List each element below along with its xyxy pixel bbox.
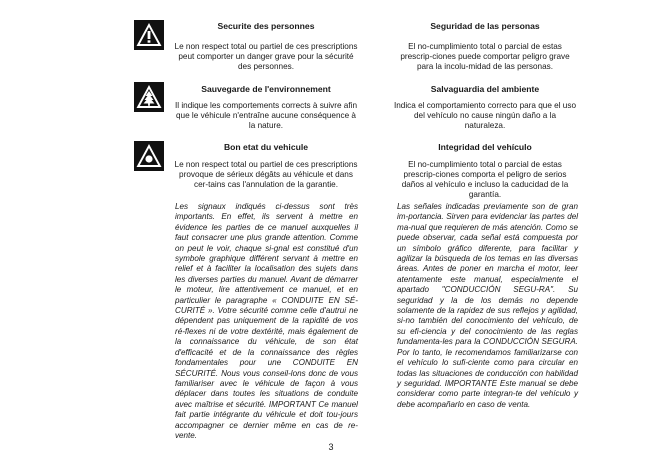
body-paragraph-fr: Les signaux indiqués ci-dessus sont très importants. En effet, ils servent à mettre en évidence les parties de ce manuel auxquelles il faut consacrer une plus grande attention. Comme on peut le voir, chaque si-gnal est constitué d'un symbole graphique différent servant à mettre en relief et à faciliter la localisation des sujets dans les diverses parties du manuel. Avant de démarrer le moteur, lire attentivement ce manuel, et en particulier le paragraphe « CONDUITE EN SÉ-CURITÉ ». Votre sécurité comme celle d'autrui ne dépendent pas uniquement de la rapidité de vos ré-flexes ni de votre dextérité, mais également de la connaissance du véhicule, de son état d'efficacité et de la connaissance des règles fondamentales pour une CONDUITE EN SÉCURITÉ. Nous vous conseil-lons donc de vous familiariser avec le véhicule de façon à vous déplacer dans toutes les situations de conduite avec maîtrise et sécurité. IMPORTANT Ce manuel fait partie intégrante du véhicule et doit tou-jours accompagner ce dernier même en cas de re-vente. — [175, 202, 358, 440]
section-text-fr: Il indique les comportements corrects à suivre afin que le véhicule n'entraîne aucune conséquence à la nature. — [174, 101, 358, 130]
section-text-fr: Le non respect total ou partiel de ces prescriptions provoque de sérieux dégâts au véhicule et dans cer-tains cas l'annulation de la garantie. — [174, 160, 358, 189]
section-title-fr: Bon etat du vehicule — [223, 142, 309, 152]
section-title-es: Integridad del vehículo — [438, 142, 532, 152]
section-title-es: Seguridad de las personas — [430, 21, 540, 31]
section-text-es: Indica el comportamiento correcto para que el uso del vehículo no cause ningún daño a la naturaleza. — [393, 101, 577, 130]
section-title-es: Salvaguardia del ambiente — [430, 84, 540, 94]
body-paragraph-es: Las señales indicadas previamente son de gran im-portancia. Sirven para evidenciar las partes del ma-nual que requieren de más atención. Como se puede observar, cada señal está compuesta por un símbolo gráfico diferente, para facilitar y agilizar la búsqueda de los temas en las diversas áreas. Antes de poner en marcha el motor, leer atentamente este manual, especialmente el apartado "CONDUCCIÓN SEGU-RA". Su seguridad y la de los demás no depende solamente de la rapidez de sus reflejos y agilidad, si-no también del conocimiento del vehículo, de su efi-ciencia y del conocimiento de las reglas fundamenta-les para la CONDUCCIÓN SEGURA. Por lo tanto, le recomendamos familiarizarse con el vehículo lo sufi-ciente como para circular en todas las situaciones de conducción con habilidad y seguridad. IMPORTANTE Este manual se debe considerar como parte integran-te del vehículo y debe acompañarlo en caso de venta. — [397, 202, 578, 409]
section-title-fr: Sauvegarde de l'environnement — [201, 84, 331, 94]
section-text-fr: Le non respect total ou partiel de ces prescriptions peut comporter un danger grave pour la sécurité des personnes. — [174, 42, 358, 71]
page-number: 3 — [328, 442, 334, 452]
section-text-es: El no-cumplimiento total o parcial de estas prescrip-ciones comporta el peligro de serios daños al vehículo e incluso la caducidad de la garantía. — [401, 160, 569, 199]
warning-triangle-icon — [134, 20, 164, 50]
vehicle-integrity-icon — [134, 141, 164, 171]
tree-icon — [134, 82, 164, 112]
section-title-fr: Securite des personnes — [217, 21, 315, 31]
section-text-es: El no-cumplimiento total o parcial de estas prescrip-ciones puede comportar peligro grave para la incolu-midad de las personas. — [400, 42, 570, 71]
